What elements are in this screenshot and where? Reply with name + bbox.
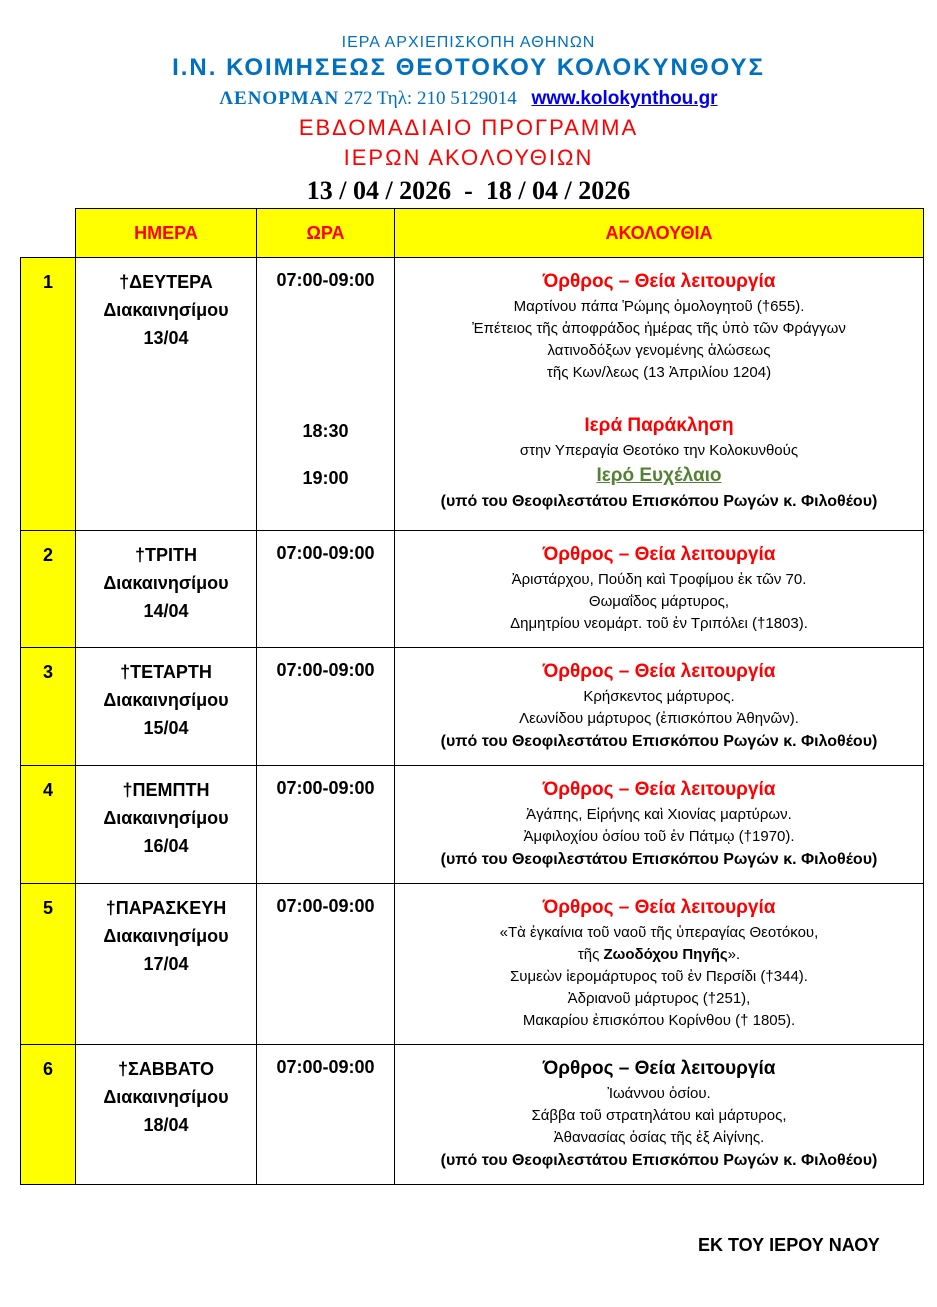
bishop-note: (υπό του Θεοφιλεστάτου Επισκόπου Ρωγών κ. Φιλοθέου) [440,493,878,510]
service-title: Όρθρος – Θεία λειτουργία [542,1058,776,1079]
service-line: Θωμαΐδος μάρτυρος, [588,593,730,610]
day-date: 18/04 [143,1115,189,1135]
service-line: Σάββα τοῦ στρατηλάτου καὶ μάρτυρος, [531,1107,787,1124]
day-name: †ΠΑΡΑΣΚΕΥΗ [105,898,227,918]
week-name: Διακαινησίμου [103,926,229,946]
service-title: Όρθρος – Θεία λειτουργία [542,271,776,292]
time-cell: 07:00-09:00 [257,1045,395,1185]
header-blank-cell [21,209,76,258]
day-cell [76,258,257,531]
row-number: 1 [21,258,76,531]
table-row [21,648,924,766]
day-date: 14/04 [143,601,189,621]
service-cell [395,648,924,766]
church-name: Ι.Ν. ΚΟΙΜΗΣΕΩΣ ΘΕΟΤΟΚΟΥ ΚΟΛΟΚΥΝΘΟΥΣ [172,54,765,81]
time-cell: 07:00-09:00 [257,884,395,1045]
day-date: 13/04 [143,328,189,348]
row-number: 2 [21,531,76,648]
time-value-2: 18:30 [302,421,349,441]
day-cell [76,648,257,766]
feast-name: Ζωοδόχου Πηγῆς [603,946,728,963]
time-cell [257,258,395,531]
day-name: †ΠΕΜΠΤΗ [122,780,210,800]
row-number: 6 [21,1045,76,1185]
table-row [21,1045,924,1185]
spacer [401,384,917,412]
day-name: †ΣΑΒΒΑΤΟ [118,1059,214,1079]
service-title: Όρθρος – Θεία λειτουργία [542,897,776,918]
time-value: 07:00-09:00 [276,270,375,290]
service-cell [395,1045,924,1185]
week-name: Διακαινησίμου [103,808,229,828]
day-cell [76,884,257,1045]
service-line: Ἐπέτειος τῆς ἀποφράδος ἡμέρας τῆς ὑπὸ τῶν Φράγγων [472,320,846,337]
row-number: 4 [21,766,76,884]
service-title-paraklesis: Ιερά Παράκληση [584,415,734,436]
address-line [0,88,937,110]
service-line-prefix: τῆς [577,946,604,963]
service-line: λατινοδόξων γενομένης ἁλώσεως [547,342,771,359]
week-name: Διακαινησίμου [103,573,229,593]
column-header-day: ΗΜΕΡΑ [76,209,257,258]
service-title: Όρθρος – Θεία λειτουργία [542,661,776,682]
time-cell: 07:00-09:00 [257,766,395,884]
schedule-table [20,208,924,1185]
archdiocese-name: ΙΕΡΑ ΑΡΧΙΕΠΙΣΚΟΠΗ ΑΘΗΝΩΝ [341,34,596,51]
program-title-line1: ΕΒΔΟΜΑΔΙΑΙΟ ΠΡΟΓΡΑΜΜΑ [298,115,639,140]
row-number: 3 [21,648,76,766]
service-line: Ἀθανασίας ὁσίας τῆς ἐξ Αἰγίνης. [553,1129,765,1146]
program-title-line2: ΙΕΡΩΝ ΑΚΟΛΟΥΘΙΩΝ [343,145,594,170]
time-value-3: 19:00 [302,468,349,488]
service-line [401,944,917,966]
day-cell [76,766,257,884]
week-name: Διακαινησίμου [103,300,229,320]
service-line: Συμεὼν ἱερομάρτυρος τοῦ ἐν Περσίδι (†344). [510,968,808,985]
street-number: 272 [343,88,373,109]
bishop-note: (υπό του Θεοφιλεστάτου Επισκόπου Ρωγών κ. Φιλοθέου) [440,733,878,750]
service-line: Μαρτίνου πάπα Ῥώμης ὁμολογητοῦ (†655). [513,298,805,315]
service-line: στην Υπεραγία Θεοτόκο την Κολοκυνθούς [519,442,799,459]
footer-signature: ΕΚ ΤΟΥ ΙΕΡΟΥ ΝΑΟΥ [698,1235,880,1255]
service-cell [395,258,924,531]
day-date: 15/04 [143,718,189,738]
column-header-service: ΑΚΟΛΟΥΘΙΑ [395,209,924,258]
service-line: Ἀδριανοῦ μάρτυρος (†251), [567,990,751,1007]
service-line: Λεωνίδου μάρτυρος (ἐπισκόπου Ἀθηνῶν). [519,710,799,727]
week-name: Διακαινησίμου [103,1087,229,1107]
website-link[interactable]: www.kolokynthou.gr [531,88,718,109]
day-date: 17/04 [143,954,189,974]
service-line-suffix: ». [727,946,741,963]
column-header-time: ΩΡΑ [257,209,395,258]
row-number: 5 [21,884,76,1045]
service-line: Ἀριστάρχου, Πούδη καὶ Τροφίμου ἐκ τῶν 70. [511,571,807,588]
date-range: 13 / 04 / 2026 - 18 / 04 / 2026 [306,176,631,205]
service-line: Ἀμφιλοχίου ὁσίου τοῦ ἐν Πάτμῳ (†1970). [523,828,795,845]
service-title-euchelaio: Ιερό Ευχέλαιο [596,465,722,486]
table-row [21,258,924,531]
phone-number: Τηλ: 210 5129014 [376,88,517,109]
service-title: Όρθρος – Θεία λειτουργία [542,779,776,800]
day-cell [76,1045,257,1185]
table-row [21,766,924,884]
service-cell [395,884,924,1045]
service-line: Ἰωάννου ὁσίου. [607,1085,711,1102]
table-row [21,884,924,1045]
day-name: †ΤΕΤΑΡΤΗ [120,662,212,682]
service-cell [395,531,924,648]
day-date: 16/04 [143,836,189,856]
bishop-note: (υπό του Θεοφιλεστάτου Επισκόπου Ρωγών κ. Φιλοθέου) [440,851,878,868]
bishop-note: (υπό του Θεοφιλεστάτου Επισκόπου Ρωγών κ. Φιλοθέου) [440,1152,878,1169]
service-line: Δημητρίου νεομάρτ. τοῦ ἐν Τριπόλει (†1803). [510,615,808,632]
day-name: †ΔΕΥΤΕΡΑ [119,272,213,292]
service-line: τῆς Κων/λεως (13 Ἀπριλίου 1204) [546,364,772,381]
service-line: Κρήσκεντος μάρτυρος. [583,688,735,705]
service-cell [395,766,924,884]
table-row [21,531,924,648]
service-title: Όρθρος – Θεία λειτουργία [542,544,776,565]
table-header-row [21,209,924,258]
service-line: Μακαρίου ἐπισκόπου Κορίνθου († 1805). [522,1012,796,1029]
service-line: Ἀγάπης, Εἰρήνης καὶ Χιονίας μαρτύρων. [526,806,792,823]
time-cell: 07:00-09:00 [257,531,395,648]
street-name: ΛΕΝΟΡΜΑΝ [219,88,340,109]
service-line: «Τὰ ἐγκαίνια τοῦ ναοῦ τῆς ὑπεραγίας Θεοτόκου, [499,924,819,941]
week-name: Διακαινησίμου [103,690,229,710]
time-cell: 07:00-09:00 [257,648,395,766]
day-cell [76,531,257,648]
day-name: †ΤΡΙΤΗ [134,545,197,565]
